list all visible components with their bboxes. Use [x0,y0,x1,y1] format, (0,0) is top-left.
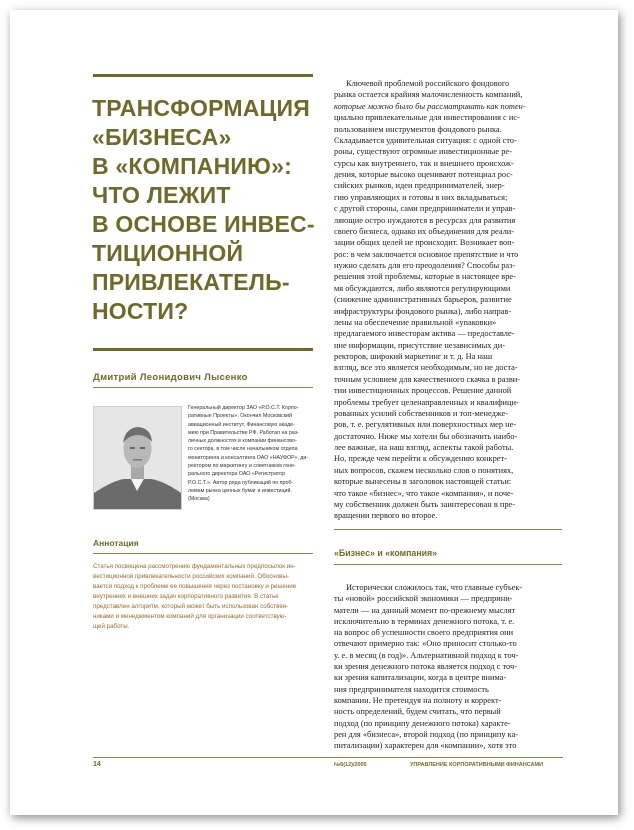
annotation-line: щей работы. [93,623,130,630]
bio-line: личных должностях в компании финансово- [188,438,297,445]
body-line: роны, существуют огромные инвестиционные ре- [334,147,512,157]
body-line: лены на обеспечение правильной «упаковки» [334,317,497,327]
body-line: вращении первого во второе. [334,511,438,521]
section-line: у. е. в месяц (в год)». Альтернативной подход к точ- [334,650,519,660]
section-line: исключительно в терминах денежного потока, т. е. [334,616,515,626]
author-bio [188,404,312,504]
body-line: инфраструктуры фондового рынка), либо направ- [334,306,512,316]
body-line: му собственник должен быть заинтересован в пре- [334,499,516,509]
body-line: сурсы как внутреннего, так и внешнего происхож- [334,158,514,168]
section-line: питализации) характерен для «компании», хотя это [334,741,517,751]
body-line: тии инвестиционных процессов. Решение данной [334,386,512,396]
section-heading: «Бизнес» и «компания» [334,548,438,558]
body-line: мя обсуждаются, либо являются регулирующими [334,283,511,293]
body-line: взгляд, все это является необходимым, но не доста- [334,363,518,373]
section-bottom-rule [334,564,562,565]
title-line: ТИЦИОННОЙ [92,240,244,266]
section-line: подход (по принципу денежного потока) характе- [334,718,511,728]
bio-line: мониторинга и консалтинга ОАО «НАУФОР», ди- [188,454,309,461]
annotation-rule [93,553,313,554]
body-column [334,78,562,522]
author-photo [93,406,182,510]
annotation-line: никами и менеджментом компаний для организации соответствую- [93,613,287,620]
body-line: решения этой проблемы, которые в настоящее вре- [334,272,516,282]
body-line: проблемы требует целенаправленных и квалифици- [334,397,519,407]
section-line: матели — на данный момент по-прежнему мыслят [334,605,516,615]
article-title [92,94,322,326]
annotation-line: представлен алгоритм, который может быть использован собствен- [93,603,289,610]
title-line: В ОСНОВЕ ИНВЕС- [92,211,315,237]
body-line: ляющие остро нуждаются в ресурсах для развития [334,215,516,225]
journal-name: УПРАВЛЕНИЕ КОРПОРАТИВНЫМИ ФИНАНСАМИ [410,762,544,768]
section-line: ты «новой» российской экономики — предприни- [334,594,513,604]
body-line: пользованием инструментов фондового рынка. [334,124,502,134]
title-line: «БИЗНЕСА» [92,124,232,150]
issue-number: №6(12)/2005 [334,762,367,768]
bio-line: лемам рынка ценных бумаг и инвестиций. [188,487,292,494]
bio-line: мию при Правительстве РФ. Работал на раз- [188,429,299,436]
bio-line: ративные Проекты». Окончил Московский [188,413,292,420]
body-line: с другой стороны, сами предприниматели и управ- [334,204,516,214]
body-line: ров, т. е. регулятивных или поверхностных мер не- [334,420,517,430]
body-line: рованных усилий собственников и топ-менедже- [334,408,509,418]
title-top-rule [93,74,313,77]
author-name: Дмитрий Леонидович Лысенко [93,372,248,383]
bio-line: го сектора, в том числе начальником отдела [188,446,298,453]
title-bottom-rule [93,348,313,351]
body-line: ных вопросов, скажем несколько слов о понятиях, [334,465,514,475]
annotation-heading: Аннотация [93,538,139,548]
section-line: ки зрения денежного потока является подход с точ- [334,662,518,672]
annotation-text [93,562,315,632]
author-portrait-icon [94,407,181,509]
body-line: сийских рынков, идеи предпринимателей, энер- [334,181,505,191]
bio-line: рального директора ОАО «Регистратор [188,471,286,478]
body-line: которые можно было бы рассматривать как потен- [334,101,526,111]
section-line: Исторически сложилось так, что главные субъек- [346,583,523,592]
bio-line: ректором по маркетингу и советником гене- [188,463,296,470]
author-rule [93,387,313,388]
title-line: ЧТО ЛЕЖИТ [92,182,231,208]
body-line: нужно сделать для его преодоления? Способы раз- [334,261,516,270]
title-line: НОСТИ? [92,298,189,324]
body-line: рос: в чем заключается основное препятствие и что [334,249,519,259]
journal-page [10,10,618,815]
title-line: В «КОМПАНИЮ»: [92,153,292,179]
body-line: точным условием для качественного скачка в разви- [334,374,521,384]
footer-rule [93,757,563,758]
body-line: дения, которые высоко оценивают потенциал рос- [334,170,513,179]
section-line: компании. Не претендуя на полноту и коррект- [334,695,502,705]
body-line: рынка остается крайняя малочисленность компаний, [334,90,523,100]
bio-line: Генеральный директор ЗАО «Р.О.С.Т. Корпо- [188,405,299,411]
body-line: достаточно. Ниже мы хотели бы обозначить наибо- [334,431,518,441]
body-line: Но, прежде чем перейти к обсуждению конкрет- [334,454,507,464]
body-line: ние информации, присутствие независимых ди- [334,340,506,350]
body-line: зации общих целей не происходит. Возникает воп- [334,238,515,248]
title-line: ТРАНСФОРМАЦИЯ [92,95,310,121]
body-line: своего бизнеса, однако их объединения для реали- [334,226,515,236]
body-line: что такое «бизнес», что такое «компания», и поче- [334,488,514,498]
body-line: гию управляющих и готовы в них вкладываться; [334,192,508,202]
annotation-line: вается подход к проблеме ее повышения через постановку и решение [93,583,297,590]
body-line: ректоров, широкий маркетинг и т. д. На наш [334,352,493,361]
body-line: (снижение административных барьеров, развитие [334,295,512,305]
annotation-line: внутренних и внешних задач корпоративного развития. В статье [93,593,279,600]
section-line: ния предпринимателя находится стоимость [334,684,489,694]
body-line: лее важные, на наш взгляд, аспекты такой работы. [334,443,514,452]
page-number: 14 [93,761,101,768]
body-line: Ключевой проблемой российского фондового [346,79,510,88]
body-line: которые вынесены в заголовок настоящей статьи: [334,477,512,487]
section-line: ность определений, будем считать, что первый [334,707,501,717]
title-line: ПРИВЛЕКАТЕЛЬ- [92,269,290,295]
section-line: на вопрос об успешности своего предприятия они [334,628,514,638]
body-line: циально привлекательные для инвестирования с ис- [334,113,520,123]
section-line: ки зрения капитализации, когда в центре внима- [334,673,507,683]
section-body [334,582,562,751]
body-line: Складывается удивительная ситуация: с одной сто- [334,135,517,145]
section-line: отвечают примерно так: «Оно приносит столько-то [334,639,517,649]
bio-line: Р.О.С.Т.». Автор ряда публикаций по проб- [188,479,294,486]
body-line: предлагаемого инвесторам актива — предоставле- [334,329,515,339]
bio-line: авиационный институт, Финансовую акаде- [188,421,295,428]
annotation-line: Статья посвящена рассмотрению фундаментальных предпосылок ин- [93,563,296,570]
section-top-rule [334,529,562,530]
annotation-line: вестиционной привлекательности российских компаний. Обосновы- [93,573,289,580]
bio-line: (Москва) [188,496,210,503]
section-line: рен для «бизнеса», второй подход (по принципу ка- [334,729,519,739]
